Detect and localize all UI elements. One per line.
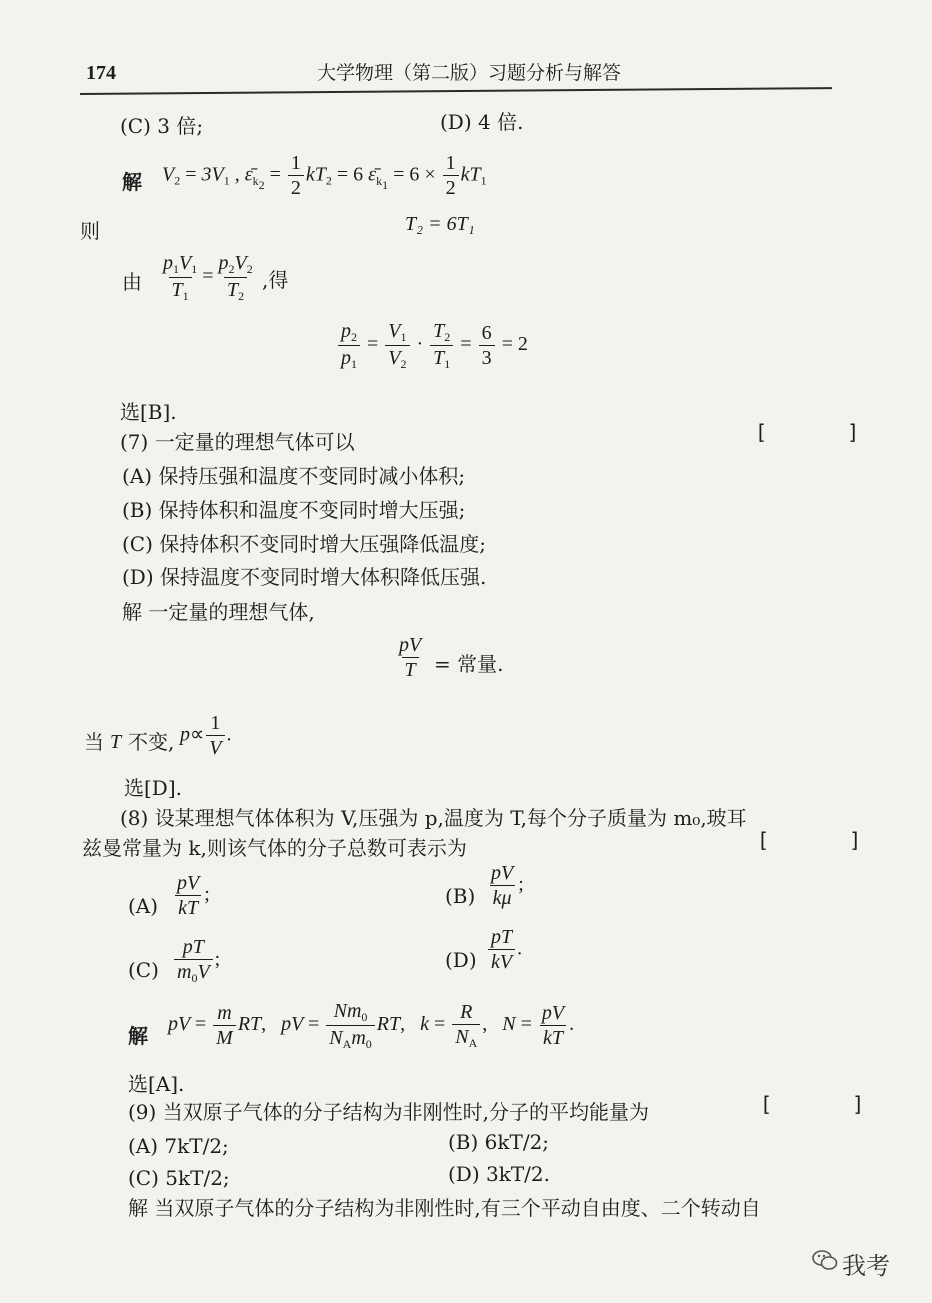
q8-option-d-formula: $\frac{pT}{kV}$ . (486, 926, 522, 974)
wechat-logo-icon (812, 1249, 838, 1271)
q8-stem-line2: 兹曼常量为 k,则该气体的分子总数可表示为 (82, 836, 467, 860)
q8-answer: 选[A]. (128, 1072, 185, 1096)
q7-pv-over-t: $\frac{pV}{T}$ (399, 634, 422, 681)
q7-option-c: (C) 保持体积不变同时增大压强降低温度; (122, 532, 487, 556)
q8-option-c-label: (C) (128, 958, 159, 982)
q7-unchanged: 不变, (128, 730, 175, 754)
q7-option-b: (B) 保持体积和温度不变同时增大压强; (122, 498, 466, 522)
q6-solution-label: 解 (122, 170, 142, 194)
q7-solution: 解 一定量的理想气体, (122, 600, 315, 624)
book-title: 大学物理（第二版）习题分析与解答 (317, 62, 622, 84)
q8-option-b-formula: $\frac{pV}{k\mu}$ ; (491, 862, 524, 909)
q9-stem: (9) 当双原子气体的分子结构为非刚性时,分子的平均能量为 (128, 1100, 650, 1124)
q8-stem-line1: (8) 设某理想气体体积为 V,压强为 p,温度为 T,每个分子质量为 m₀,玻耳 (120, 806, 747, 830)
q7-option-d: (D) 保持温度不变同时增大体积降低压强. (122, 565, 487, 589)
q6-you: 由 (122, 270, 142, 294)
q7-stem: (7) 一定量的理想气体可以 (120, 430, 355, 454)
q6-solution-formula: $V_2 = 3V_1$ , $\varepsilon̄_{k_2}$ = $\frac{1}{2}$ $kT_2 = 6$ $\varepsilon̄_{k_1} = 6$ × $\frac{1}{2}$ $kT_1$ (162, 152, 487, 199)
q6-de: ,得 (262, 268, 289, 292)
q8-solution-label: 解 (128, 1024, 148, 1048)
q7-proportion: p∝ $\frac{1}{V}$ . (180, 712, 232, 759)
q9-option-c: (C) 5kT/2; (128, 1166, 230, 1190)
header-rule (80, 87, 832, 95)
q6-gas-law: $\frac{p_1V_1}{T_1}$ = $\frac{p_2V_2}{T_2}$ (163, 252, 253, 303)
q9-option-d: (D) 3kT/2. (448, 1162, 551, 1186)
q8-option-a-label: (A) (128, 894, 159, 918)
q9-solution: 解 当双原子气体的分子结构为非刚性时,有三个平动自由度、二个转动自 (128, 1196, 761, 1220)
q7-when: 当 (84, 730, 104, 754)
q9-option-b: (B) 6kT/2; (448, 1130, 550, 1154)
q8-option-a-formula: $\frac{pV}{kT}$ ; (177, 872, 210, 919)
q7-answer-bracket: [ ] (755, 420, 894, 444)
q6-option-c: (C) 3 倍; (120, 114, 204, 138)
q7-constant: = 常量. (434, 652, 504, 676)
q8-option-b-label: (B) (445, 884, 476, 908)
q6-t2-equation: T₂ = 6T₁ (405, 213, 475, 235)
q7-option-a: (A) 保持压强和温度不变同时减小体积; (122, 464, 466, 488)
q9-option-a: (A) 7kT/2; (128, 1134, 229, 1158)
page-number: 174 (86, 62, 116, 84)
watermark-text: 我考 (842, 1252, 890, 1280)
q7-answer: 选[D]. (124, 776, 182, 800)
q8-option-d-label: (D) (445, 948, 477, 972)
q6-answer: 选[B]. (120, 400, 177, 424)
q9-answer-bracket: [ ] (760, 1092, 899, 1116)
q8-solution-formula: pV = $\frac{m}{M}$ RT, pV = $\frac{Nm_0}{N_Am_0}$ RT, k = $\frac{R}{N_A}$ , N = $\frac{pV}{kT}$ . (168, 1000, 575, 1051)
q8-answer-bracket: [ ] (757, 828, 896, 852)
q6-ratio-formula: $\frac{p_2}{p_1}$ = $\frac{V_1}{V_2}$ · $\frac{T_2}{T_1}$ = $\frac{6}{3}$ = 2 (336, 320, 528, 371)
q6-option-d: (D) 4 倍. (440, 110, 524, 134)
q6-ze: 则 (80, 219, 100, 243)
q7-t-symbol: T (110, 731, 122, 753)
q8-option-c-formula: $\frac{pT}{m_0V}$ ; (172, 936, 220, 985)
